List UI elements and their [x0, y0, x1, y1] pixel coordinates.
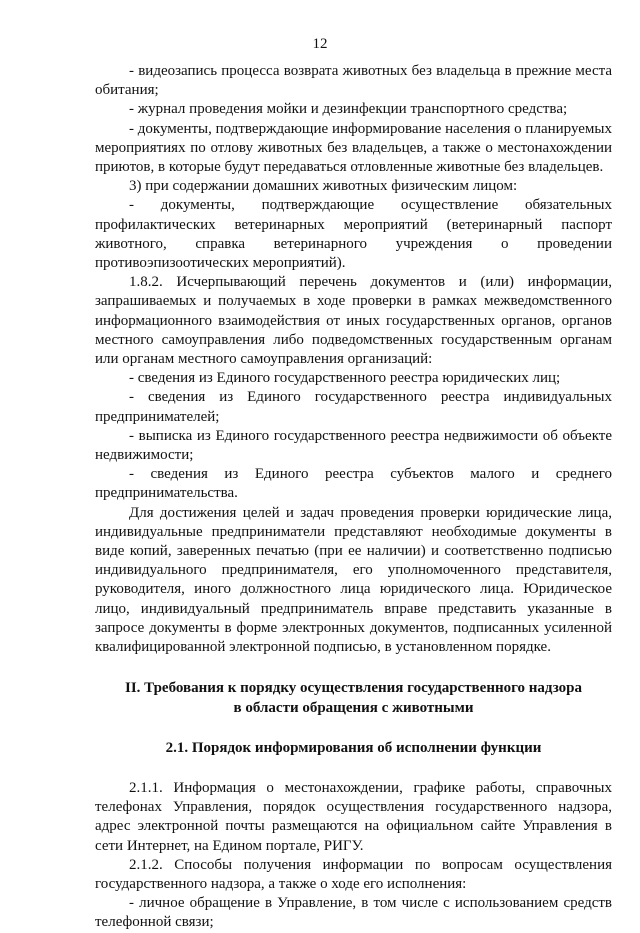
paragraph: - личное обращение в Управление, в том числе с использованием средств телефонной связи; — [95, 895, 612, 931]
paragraph: 2.1.1. Информация о местонахождении, графике работы, справочных телефонах Управления, порядок осуществления государственного надзора, адрес электронной почты размещаются на официальном сайте Управления в сети Интернет, на Едином портале, РИГУ. — [95, 779, 612, 854]
paragraph: - сведения из Единого государственного реестра индивидуальных предпринимателей; — [95, 389, 612, 425]
paragraph: - сведения из Единого реестра субъектов малого и среднего предпринимательства. — [95, 466, 612, 502]
paragraph: - сведения из Единого государственного реестра юридических лиц; — [129, 370, 561, 387]
paragraph: 2.1.2. Способы получения информации по вопросам осуществления государственного надзора, а также о ходе его исполнения: — [95, 856, 612, 892]
paragraph: - видеозапись процесса возврата животных без владельца в прежние места обитания; — [95, 63, 612, 99]
page-content — [95, 62, 612, 933]
page-number: 12 — [312, 36, 328, 52]
paragraph: - документы, подтверждающие осуществление обязательных профилактических ветеринарных мероприятий (ветеринарный паспорт животного, справка ветеринарного учреждения о проведении противоэпизоотических мероприятий). — [95, 197, 612, 272]
paragraph: - документы, подтверждающие информирование населения о планируемых мероприятиях по отлову животных без владельцев, а также о местонахождении приютов, в которые будут передаваться отловленные животные без владельцев. — [95, 120, 612, 176]
paragraph: Для достижения целей и задач проведения проверки юридические лица, индивидуальные предприниматели представляют необходимые документы в виде копий, заверенных печатью (при ее наличии) и соответственно подписью индивидуального предпринимателя, его уполномоченного представителя, руководителя, иного должностного лица юридического лица. Юридическое лицо, индивидуальный предприниматель вправе представить указанные в запросе документы в форме электронных документов, подписанных усиленной квалифицированной электронной подписью, в установленном порядке. — [95, 504, 612, 656]
paragraph: 3) при содержании домашних животных физическим лицом: — [129, 178, 518, 195]
paragraph: 1.8.2. Исчерпывающий перечень документов и (или) информации, запрашиваемых и получаемых в ходе проверки в рамках межведомственного информационного взаимодействия от иных государственных органов, органов местного самоуправления либо подведомственных государственным органам или органам местного самоуправления организаций: — [95, 274, 612, 368]
paragraph: - выписка из Единого государственного реестра недвижимости об объекте недвижимости; — [95, 427, 612, 464]
section-heading-line1: II. Требования к порядку осуществления государственного надзора — [124, 680, 582, 697]
section-heading-line2: в области обращения с животными — [233, 699, 474, 716]
paragraph: - журнал проведения мойки и дезинфекции транспортного средства; — [129, 101, 568, 118]
subsection-heading: 2.1. Порядок информирования об исполнении функции — [165, 739, 542, 756]
